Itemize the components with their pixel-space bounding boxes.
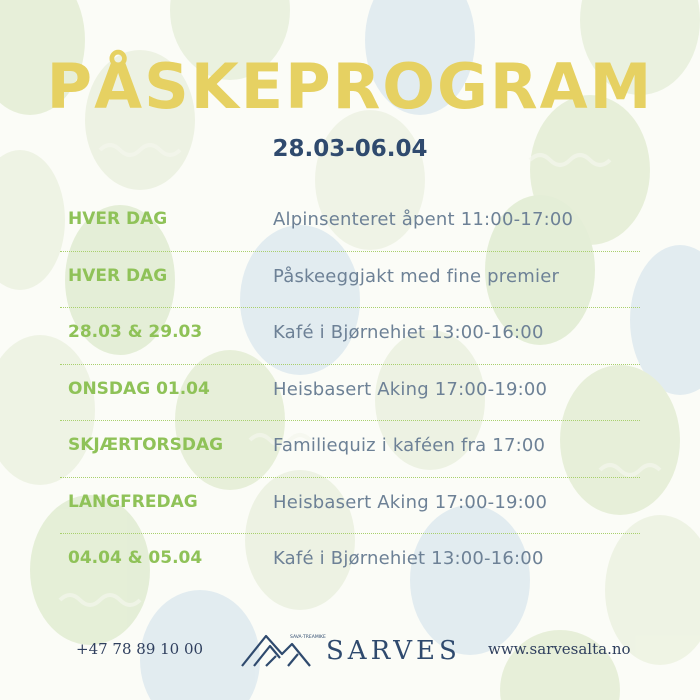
schedule-event: Heisbasert Aking 17:00-19:00 [273,491,548,513]
page-title: PÅSKEPROGRAM [46,50,654,123]
schedule-row [60,308,640,365]
schedule-row [60,478,640,535]
phone-number[interactable]: +47 78 89 10 00 [76,640,204,658]
schedule-event: Påskeeggjakt med fine premier [273,265,560,287]
schedule-day: 04.04 & 05.04 [68,548,203,568]
logo-small-text: SAVA·TREAMIKE [290,635,326,640]
footer [0,622,700,682]
schedule-day: LANGFREDAG [68,491,198,512]
sarves-logo[interactable] [240,626,460,676]
schedule-day: 28.03 & 29.03 [68,322,203,342]
schedule-event: Familiequiz i kaféen fra 17:00 [273,435,546,456]
schedule-list [60,195,640,590]
schedule-day: HVER DAG [68,209,168,229]
date-range: 28.03-06.04 [272,136,428,162]
schedule-event: Kafé i Bjørnehiet 13:00-16:00 [273,322,544,343]
schedule-row [60,365,640,422]
schedule-row [60,195,640,252]
schedule-row [60,421,640,478]
schedule-day: SKJÆRTORSDAG [68,435,224,455]
schedule-day: HVER DAG [68,265,168,286]
schedule-row [60,252,640,309]
schedule-day: ONSDAG 01.04 [68,378,210,399]
schedule-event: Alpinsenteret åpent 11:00-17:00 [273,209,574,230]
schedule-event: Heisbasert Aking 17:00-19:00 [273,378,548,400]
mountain-logo-icon [240,626,326,670]
website-link[interactable]: www.sarvesalta.no [488,640,631,658]
schedule-row [60,534,640,590]
brand-name: SARVES [326,636,461,666]
schedule-event: Kafé i Bjørnehiet 13:00-16:00 [273,548,544,569]
